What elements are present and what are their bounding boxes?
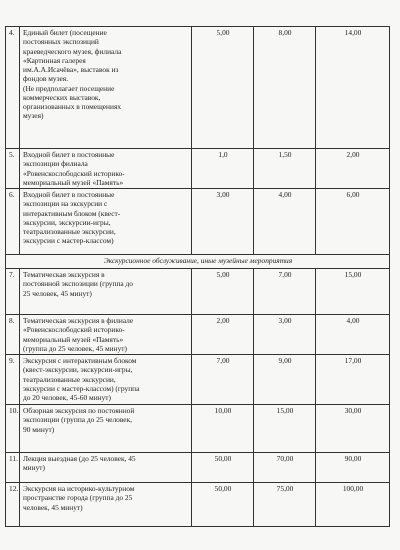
price-col-1: [192, 27, 254, 149]
price-col-1: [192, 483, 254, 527]
service-name: [20, 149, 192, 189]
price-col-2-text: 4,00: [278, 190, 292, 199]
price-col-2-text: 70,00: [276, 454, 294, 463]
table-row: [6, 483, 390, 527]
row-number: [6, 315, 20, 355]
service-name: [20, 189, 192, 255]
section-row: [6, 255, 390, 269]
price-col-3-text: 90,00: [344, 454, 362, 463]
price-col-1: [192, 315, 254, 355]
price-col-1: [192, 149, 254, 189]
price-col-2: [254, 27, 316, 149]
price-col-3-text: 30,00: [344, 406, 362, 415]
price-col-1-text: 2,00: [216, 316, 230, 325]
price-col-2-text: 15,00: [276, 406, 294, 415]
price-col-2: [254, 355, 316, 405]
price-col-1-text: 7,00: [216, 356, 230, 365]
price-col-1-text: 50,00: [214, 484, 232, 493]
price-col-1: [192, 405, 254, 453]
price-col-2-text: 1,50: [278, 150, 292, 159]
price-col-1: [192, 355, 254, 405]
price-col-3: [316, 355, 390, 405]
price-col-3: [316, 269, 390, 315]
price-col-3: [316, 453, 390, 483]
table-row: [6, 269, 390, 315]
table-row: [6, 315, 390, 355]
price-col-3: [316, 189, 390, 255]
price-col-2: [254, 269, 316, 315]
price-col-2: [254, 189, 316, 255]
row-number-text: 8.: [9, 316, 15, 325]
price-col-1: [192, 269, 254, 315]
row-number: [6, 27, 20, 149]
table-row: [6, 149, 390, 189]
table-row: [6, 189, 390, 255]
table-row: [6, 405, 390, 453]
price-col-3: [316, 405, 390, 453]
section-title: Экскурсионное обслуживание, иные музейные мероприятия: [6, 255, 390, 269]
table-row: [6, 453, 390, 483]
price-col-2-text: 9,00: [278, 356, 292, 365]
price-col-3-text: 100,00: [342, 484, 364, 493]
price-col-3: [316, 483, 390, 527]
price-col-2-text: 7,00: [278, 270, 292, 279]
row-number: [6, 189, 20, 255]
price-col-2: [254, 405, 316, 453]
price-col-3: [316, 149, 390, 189]
row-number-text: 7.: [9, 270, 15, 279]
service-name-text: Входной билет в постоянные экспозиции на экскурсии с интерактивным блоком (квест- экскурсии, экскурсии-игры, театрализованные экскурсии, экскурсии с мастер-классом): [23, 190, 121, 246]
row-number: [6, 483, 20, 527]
row-number-text: 9.: [9, 356, 15, 365]
row-number: [6, 355, 20, 405]
service-name: [20, 315, 192, 355]
price-col-1: [192, 453, 254, 483]
table-row: [6, 355, 390, 405]
price-col-2-text: 3,00: [278, 316, 292, 325]
row-number-text: 5.: [9, 150, 15, 159]
service-name-text: Лекция выездная (до 25 человек, 45 минут): [23, 454, 136, 473]
service-name-text: Входной билет в постоянные экспозиции филиала «Ровенскослободский историко- мемориальный музей «Память»: [23, 150, 125, 187]
row-number: [6, 269, 20, 315]
price-col-3-text: 6,00: [346, 190, 360, 199]
price-col-1-text: 5,00: [216, 28, 230, 37]
service-name: [20, 453, 192, 483]
service-name: [20, 269, 192, 315]
price-col-1-text: 50,00: [214, 454, 232, 463]
row-number: [6, 405, 20, 453]
price-col-1-text: 3,00: [216, 190, 230, 199]
row-number: [6, 453, 20, 483]
row-number-text: 11.: [9, 454, 18, 463]
price-col-2: [254, 149, 316, 189]
price-col-2-text: 8,00: [278, 28, 292, 37]
service-name: [20, 405, 192, 453]
price-col-3-text: 15,00: [344, 270, 362, 279]
row-number-text: 6.: [9, 190, 15, 199]
service-name-text: Тематическая экскурсия в филиале «Ровенскослободский историко- мемориальный музей «Память» (группа до 25 человек, 45 минут): [23, 316, 134, 353]
price-col-3: [316, 315, 390, 355]
service-name: [20, 355, 192, 405]
service-name: [20, 27, 192, 149]
row-number-text: 12.: [9, 484, 19, 493]
price-col-2: [254, 483, 316, 527]
price-col-2: [254, 315, 316, 355]
price-col-3: [316, 27, 390, 149]
price-col-1-text: 5,00: [216, 270, 230, 279]
price-col-1-text: 10,00: [214, 406, 232, 415]
price-col-1-text: 1,0: [218, 150, 228, 159]
price-col-1: [192, 189, 254, 255]
price-col-3-text: 2,00: [346, 150, 360, 159]
price-table: [5, 26, 390, 527]
price-col-2: [254, 453, 316, 483]
table-row: [6, 27, 390, 149]
service-name-text: Единый билет (посещение постоянных экспозиций краеведческого музея, филиала «Картинная галерея им.А.А.Исачёва», выставок из фондов музея. (Не предполагает посещение коммерческих выставок, организованных в помещениях музея): [23, 28, 122, 121]
service-name-text: Обзорная экскурсия по постоянной экспозиции (группа до 25 человек, 90 минут): [23, 406, 135, 434]
row-number: [6, 149, 20, 189]
service-name: [20, 483, 192, 527]
service-name-text: Экскурсия с интерактивным блоком (квест-экскурсии, экскурсии-игры, театрализованные экскурсии, экскурсии с мастер-классом) (группа до 20 человек, 45-60 минут): [23, 356, 140, 402]
price-col-3-text: 4,00: [346, 316, 360, 325]
service-name-text: Экскурсия на историко-культурном пространстве города (группа до 25 человек, 45 минут): [23, 484, 135, 512]
price-col-3-text: 17,00: [344, 356, 362, 365]
price-col-2-text: 75,00: [276, 484, 294, 493]
row-number-text: 10.: [9, 406, 19, 415]
row-number-text: 4.: [9, 28, 15, 37]
service-name-text: Тематическая экскурсия в постоянной экспозиции (группа до 25 человек, 45 минут): [23, 270, 133, 298]
price-col-3-text: 14,00: [344, 28, 362, 37]
